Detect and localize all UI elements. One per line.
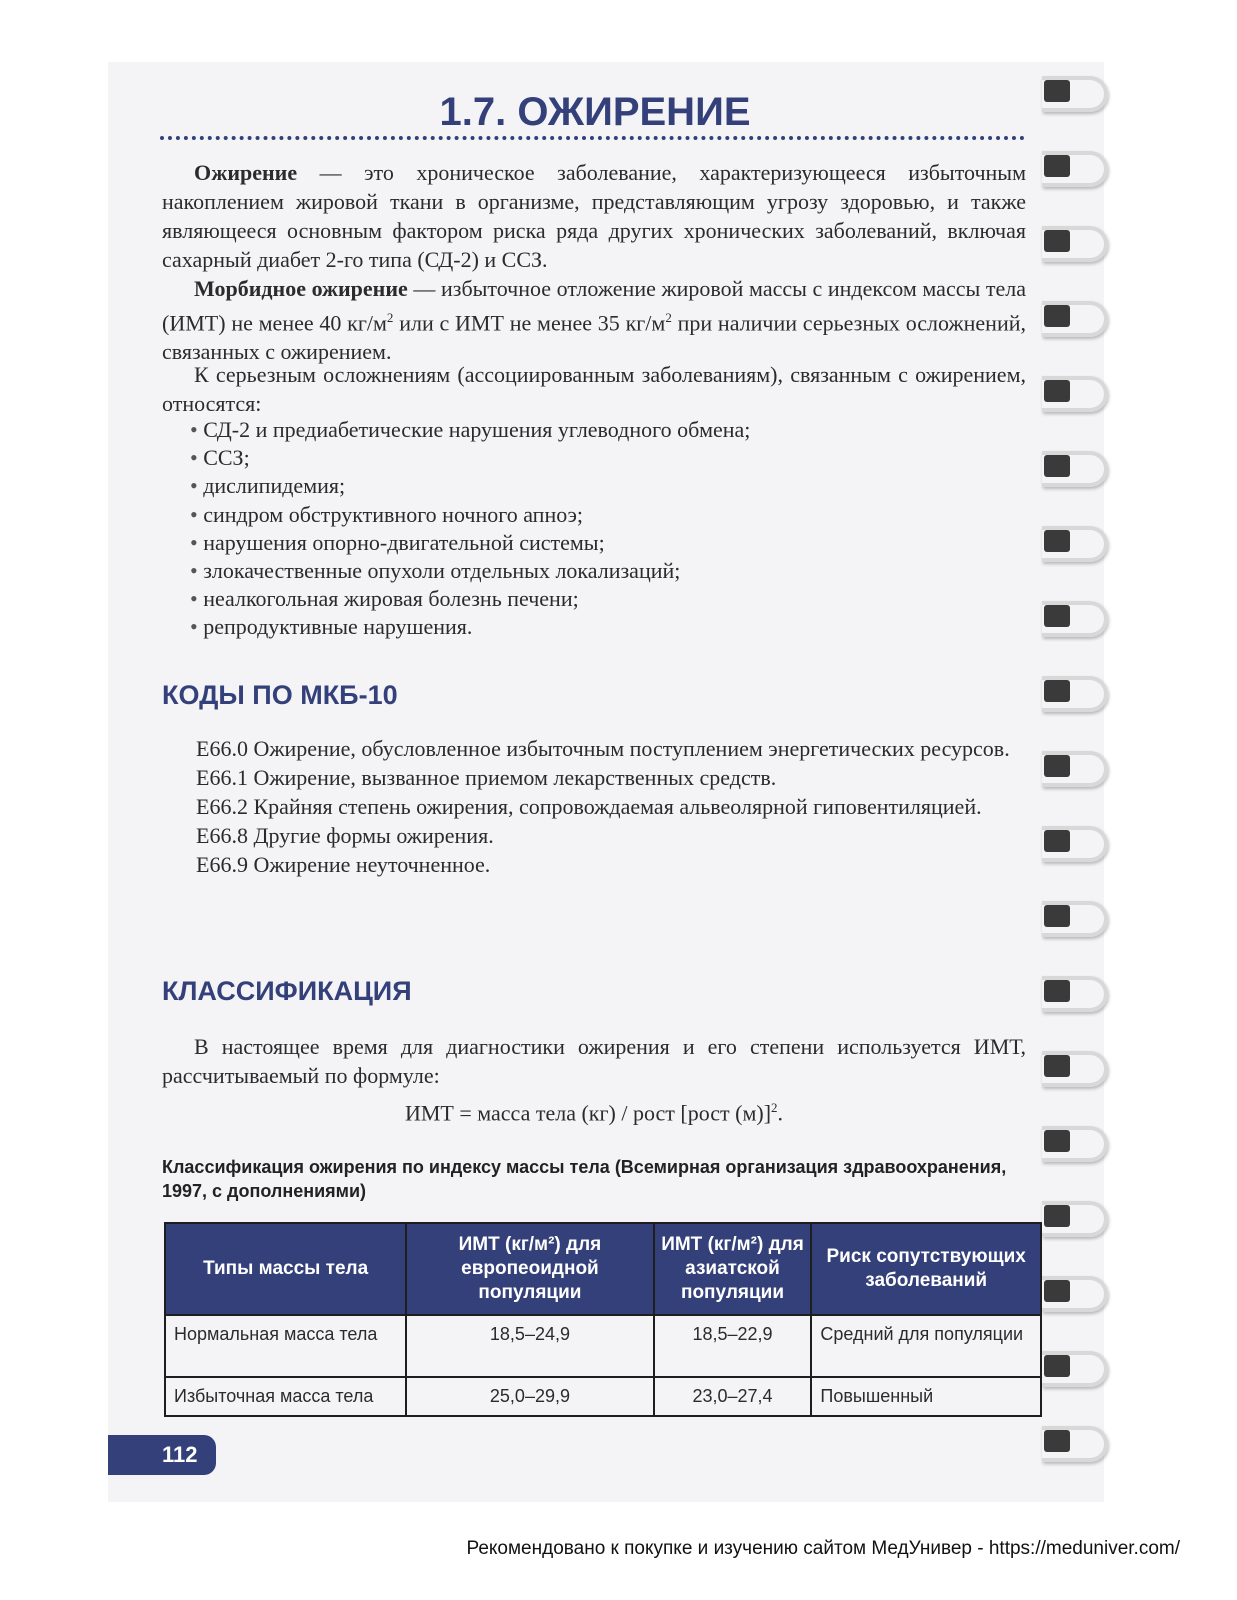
column-header: ИМТ (кг/м²) для европеоидной популяции: [406, 1223, 653, 1315]
obesity-definition-text: — это хроническое заболевание, характеризующееся избыточным накоплением жировой ткани в организме, представляющим угрозу здоровью, и также являющееся основным фактором риска ряда других хронических заболеваний, включая сахарный диабет 2-го типа (СД-2) и ССЗ.: [162, 160, 1026, 272]
binding-ring: [1040, 70, 1102, 110]
table-cell: 18,5–22,9: [654, 1315, 812, 1377]
list-item: • репродуктивные нарушения.: [190, 613, 1020, 641]
list-item: Е66.0 Ожирение, обусловленное избыточным поступлением энергетических ресурсов.: [196, 736, 1010, 761]
list-item: • синдром обструктивного ночного апноэ;: [190, 501, 1020, 529]
binding-ring: [1040, 820, 1102, 860]
binding-ring: [1040, 670, 1102, 710]
formula-text: ИМТ = масса тела (кг) / рост [рост (м)]: [404, 1100, 772, 1126]
page-title: 1.7. ОЖИРЕНИЕ: [439, 90, 751, 134]
superscript: 2: [771, 1100, 778, 1115]
binding-ring: [1040, 1420, 1102, 1460]
binding-ring: [1040, 895, 1102, 935]
binding-ring: [1040, 445, 1102, 485]
icd-heading: КОДЫ ПО МКБ-10: [162, 680, 398, 710]
binding-ring: [1040, 145, 1102, 185]
binding-ring: [1040, 745, 1102, 785]
table-row: [165, 1377, 1041, 1416]
superscript: 2: [665, 310, 672, 325]
table-caption: Классификация ожирения по индексу массы тела (Всемирная организация здравоохранения, 1997, с дополнениями): [162, 1157, 1007, 1201]
superscript: 2: [386, 310, 394, 325]
classification-text: В настоящее время для диагностики ожирения и его степени используется ИМТ, рассчитываемый по формуле:: [162, 1034, 1026, 1088]
column-header: Риск сопутствующих заболеваний: [811, 1223, 1041, 1315]
list-item: • ССЗ;: [190, 444, 1020, 472]
morbid-text-a: — избыточное отложение жировой массы с индексом массы тела (ИМТ) не менее 40 кг/м: [162, 276, 1026, 336]
list-item: • злокачественные опухоли отдельных локализаций;: [190, 557, 1020, 585]
table-cell: 25,0–29,9: [406, 1377, 653, 1416]
footer-recommendation: Рекомендовано к покупке и изучению сайтом МедУнивер - https://meduniver.com/: [466, 1538, 1180, 1559]
list-item: Е66.8 Другие формы ожирения.: [196, 823, 494, 848]
binding-ring: [1040, 1045, 1102, 1085]
binding-ring: [1040, 1345, 1102, 1385]
table-cell: 23,0–27,4: [654, 1377, 812, 1416]
title-dotted-rule: [160, 136, 1025, 144]
list-item: • СД-2 и предиабетические нарушения углеводного обмена;: [190, 416, 1020, 444]
binding-ring: [1040, 220, 1102, 260]
morbid-text-b: или с ИМТ не менее 35 кг/м: [393, 310, 666, 336]
table-cell: Повышенный: [811, 1377, 1041, 1416]
morbid-obesity-term: Морбидное ожирение: [194, 276, 408, 301]
bmi-classification-table: [164, 1222, 1042, 1417]
binding-ring: [1040, 1195, 1102, 1235]
table-header-row: [165, 1223, 1041, 1315]
column-header: ИМТ (кг/м²) для азиатской популяции: [654, 1223, 812, 1315]
binding-ring: [1040, 1270, 1102, 1310]
table-cell: Нормальная масса тела: [165, 1315, 406, 1377]
binding-ring: [1040, 595, 1102, 635]
morbid-obesity-definition: [162, 274, 1026, 366]
binding-ring: [1040, 370, 1102, 410]
list-item: Е66.9 Ожирение неуточненное.: [196, 852, 491, 877]
column-header: Типы массы тела: [165, 1223, 406, 1315]
list-item: • нарушения опорно-двигательной системы;: [190, 529, 1020, 557]
list-item: • дислипидемия;: [190, 472, 1020, 500]
binding-ring: [1040, 295, 1102, 335]
table-row: [165, 1315, 1041, 1377]
bmi-formula: [162, 1100, 1026, 1126]
binding-ring: [1040, 520, 1102, 560]
formula-end: .: [777, 1100, 784, 1126]
list-item: • неалкогольная жировая болезнь печени;: [190, 585, 1020, 613]
table-cell: Избыточная масса тела: [165, 1377, 406, 1416]
spiral-binding: [1040, 70, 1110, 1490]
morbid-text-c: при наличии серьезных осложнений, связанных с ожирением.: [162, 310, 1026, 365]
table-cell: 18,5–24,9: [406, 1315, 653, 1377]
list-item: Е66.2 Крайняя степень ожирения, сопровождаемая альвеолярной гиповентиляцией.: [196, 794, 982, 819]
obesity-term: Ожирение: [194, 160, 298, 185]
table-cell: Средний для популяции: [811, 1315, 1041, 1377]
page-number-tab: 112: [108, 1435, 216, 1475]
list-item: Е66.1 Ожирение, вызванное приемом лекарственных средств.: [196, 765, 777, 790]
icd-codes-list: [196, 734, 1026, 879]
binding-ring: [1040, 970, 1102, 1010]
binding-ring: [1040, 1120, 1102, 1160]
obesity-definition: [162, 158, 1026, 274]
classification-heading: КЛАССИФИКАЦИЯ: [162, 976, 412, 1006]
complications-list: [190, 416, 1020, 642]
complications-intro: К серьезным осложнениям (ассоциированным заболеваниям), связанным с ожирением, относятся:: [162, 362, 1026, 416]
